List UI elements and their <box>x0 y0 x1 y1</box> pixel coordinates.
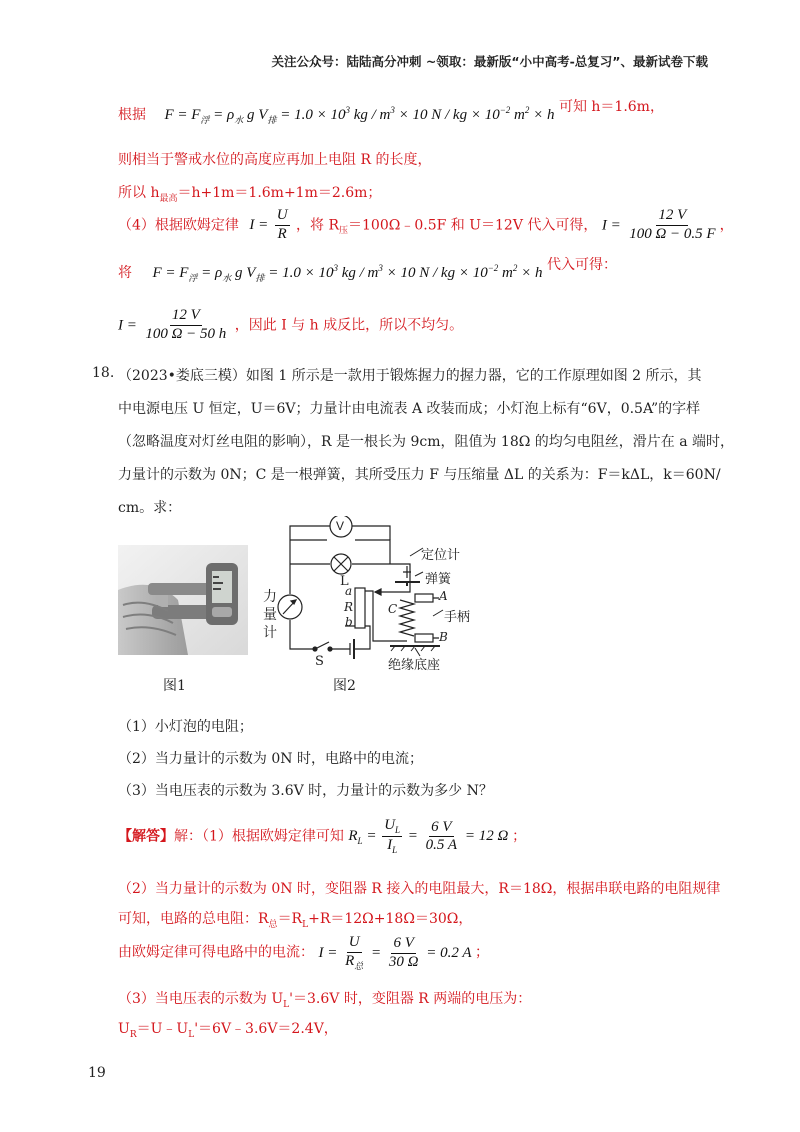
text: U <box>118 1021 130 1037</box>
handle-label: 手柄 <box>444 610 471 625</box>
symbol: R <box>348 828 358 845</box>
fraction <box>143 308 228 343</box>
meter-label-2: 量 <box>263 607 277 623</box>
page-number: 19 <box>88 1065 106 1081</box>
figure-1-image <box>118 545 248 655</box>
subscript: 最高 <box>159 193 178 204</box>
subscript: L <box>357 836 363 847</box>
terminal-a-label: a <box>345 584 353 598</box>
text: （3）当电压表的示数为 U <box>118 991 284 1007</box>
fraction <box>275 208 290 243</box>
numerator: U <box>275 208 290 226</box>
denominator: 30 Ω <box>388 953 419 970</box>
numerator: U <box>384 817 396 833</box>
text: ，因此 I 与 h 成反比，所以不均匀。 <box>234 317 464 334</box>
text: 由欧姆定律可得电路中的电流： <box>118 944 314 961</box>
text: 根据 <box>118 107 146 123</box>
text: ； <box>512 828 527 845</box>
svg-text:V: V <box>336 519 345 533</box>
question-line: （2023•娄底三模）如图 1 所示是一款用于锻炼握力的握力器，它的工作原理如图 2 所示，其 <box>118 368 702 384</box>
figure-2-caption: 图2 <box>333 678 356 694</box>
formula: I = <box>601 217 621 234</box>
text: ＝U﹣U <box>136 1021 189 1037</box>
meter-label-3: 计 <box>263 625 277 641</box>
text: ＝R <box>277 911 303 927</box>
sub-question-3: （3）当电压表的示数为 3.6V 时，力量计的示数为多少 N？ <box>118 783 493 799</box>
question-line: 中电源电压 U 恒定，U＝6V；力量计由电流表 A 改装而成；小灯泡上标有“6V，0.5A”的字样 <box>118 401 701 417</box>
text: 解：（1）根据欧姆定律可知 <box>174 828 344 845</box>
text: ＝100Ω﹣0.5F 和 U＝12V 代入可得， <box>348 217 598 234</box>
text: '＝6V﹣3.6V＝2.4V， <box>194 1021 338 1037</box>
meter-label-1: 力 <box>263 589 277 605</box>
subscript: L <box>395 825 401 835</box>
text: 将 <box>118 265 132 281</box>
handle-a-label: A <box>439 589 448 603</box>
text: '＝3.6V 时，变阻器 R 两端的电压为： <box>289 991 532 1007</box>
formula: I = <box>118 317 137 334</box>
question-line: （忽略温度对灯丝电阻的影响），R 是一根长为 9cm，阻值为 18Ω 的均匀电阻丝，滑片在 a 端时， <box>118 434 735 450</box>
subscript: 压 <box>339 226 349 237</box>
text: 所以 h <box>118 185 160 201</box>
answer-line-5 <box>118 988 531 1010</box>
denominator: R <box>345 952 355 969</box>
numerator: U <box>347 935 362 953</box>
page-header: 关注公众号：陆陆高分冲刺 ~领取：最新版“小中高考-总复习”、最新试卷下载 <box>271 54 708 69</box>
subscript: 总 <box>354 960 364 971</box>
answer-line-6 <box>118 1018 338 1040</box>
denominator: 0.5 A <box>425 837 458 854</box>
text: ； <box>475 944 489 961</box>
solution-line-1 <box>118 99 664 126</box>
denominator: R <box>277 225 287 242</box>
subscript: L <box>302 919 309 930</box>
text: ，将 R <box>296 217 339 234</box>
subscript: L <box>392 845 398 856</box>
locator-label: 定位计 <box>421 548 461 563</box>
question-line: 力量计的示数为 0N；C 是一根弹簧，其所受压力 F 与压缩量 ΔL 的关系为：F＝kΔL，k＝60N/ <box>118 467 721 483</box>
numerator: 6 V <box>429 820 453 838</box>
numerator: 6 V <box>391 936 415 954</box>
solution-line-3 <box>118 182 381 204</box>
spring-label: 弹簧 <box>425 572 452 587</box>
answer-line-3 <box>118 908 472 930</box>
denominator: 100 Ω − 50 h <box>145 325 227 342</box>
text: 可知 h＝1.6m， <box>558 99 664 115</box>
figure-2-circuit <box>255 516 505 676</box>
answer-line-4 <box>118 935 489 971</box>
solution-line-2: 则相当于警戒水位的高度应再加上电阻 R 的长度， <box>118 152 432 168</box>
result: = 12 Ω <box>464 828 509 845</box>
resistor-label: R <box>344 600 354 614</box>
subscript: L <box>283 999 290 1010</box>
answer-tag: 【解答】 <box>118 828 174 845</box>
text: 代入可得： <box>546 257 617 273</box>
solution-line-5 <box>118 257 617 284</box>
resistance-formula: $R_L$ = $\frac{U_L}{I_L}$ = $\frac{6 V}{0.5 A}$ = 12 Ω <box>348 817 509 856</box>
current-formula: I = $\frac{U}{R_总}$ = $\frac{6 V}{30 \Omega}$ = 0.2 A <box>318 934 472 971</box>
buoyancy-formula: $F = F_浮 = \rho_水$ g $V_排 = 1.0 \times 10^3$ kg / $m^3 \times 10$ N / kg × $10^{-2}$ $m^2 \times h$ <box>164 105 555 125</box>
text: +R＝12Ω+18Ω＝30Ω， <box>308 911 473 927</box>
text: 可知，电路的总电阻：R <box>118 911 269 927</box>
solution-line-6 <box>118 308 463 343</box>
fraction <box>627 208 717 243</box>
denominator: I <box>387 837 393 854</box>
base-label: 绝缘底座 <box>388 658 441 673</box>
subscript: 总 <box>268 919 278 930</box>
switch-label: S <box>315 654 324 669</box>
answer-line-2: （2）当力量计的示数为 0N 时，变阻器 R 接入的电阻最大，R＝18Ω，根据串联电路的电阻规律 <box>118 881 721 897</box>
handle-b-label: B <box>439 630 448 644</box>
figure-1-caption: 图1 <box>163 678 186 694</box>
subscript: R <box>129 1029 137 1040</box>
terminal-b-label: b <box>345 615 353 629</box>
denominator: 100 Ω − 0.5 F <box>629 225 716 242</box>
question-line: cm。求： <box>118 500 182 516</box>
answer-line-1 <box>118 818 526 856</box>
subscript: L <box>188 1029 195 1040</box>
text: （4）根据欧姆定律 <box>118 217 239 234</box>
text: ＝h+1m＝1.6m+1m＝2.6m； <box>177 185 382 201</box>
sub-question-1: （1）小灯泡的电阻； <box>118 719 253 735</box>
text: ， <box>719 217 734 234</box>
buoyancy-formula: $F = F_浮 = \rho_水$ g $V_排 = 1.0 \times 10^3$ kg / $m^3 \times 10$ N / kg × $10^{-2}$ $m^2 \times h$ <box>152 263 543 283</box>
formula: I = <box>249 217 269 234</box>
spring-c-label: C <box>388 602 398 616</box>
symbol: I = <box>318 944 338 961</box>
numerator: 12 V <box>170 308 202 326</box>
sub-question-2: （2）当力量计的示数为 0N 时，电路中的电流； <box>118 751 423 767</box>
numerator: 12 V <box>656 208 688 226</box>
result: = 0.2 A <box>426 944 472 961</box>
question-number: 18. <box>92 365 115 381</box>
solution-line-4 <box>118 208 734 243</box>
lamp-label: L <box>340 574 349 589</box>
